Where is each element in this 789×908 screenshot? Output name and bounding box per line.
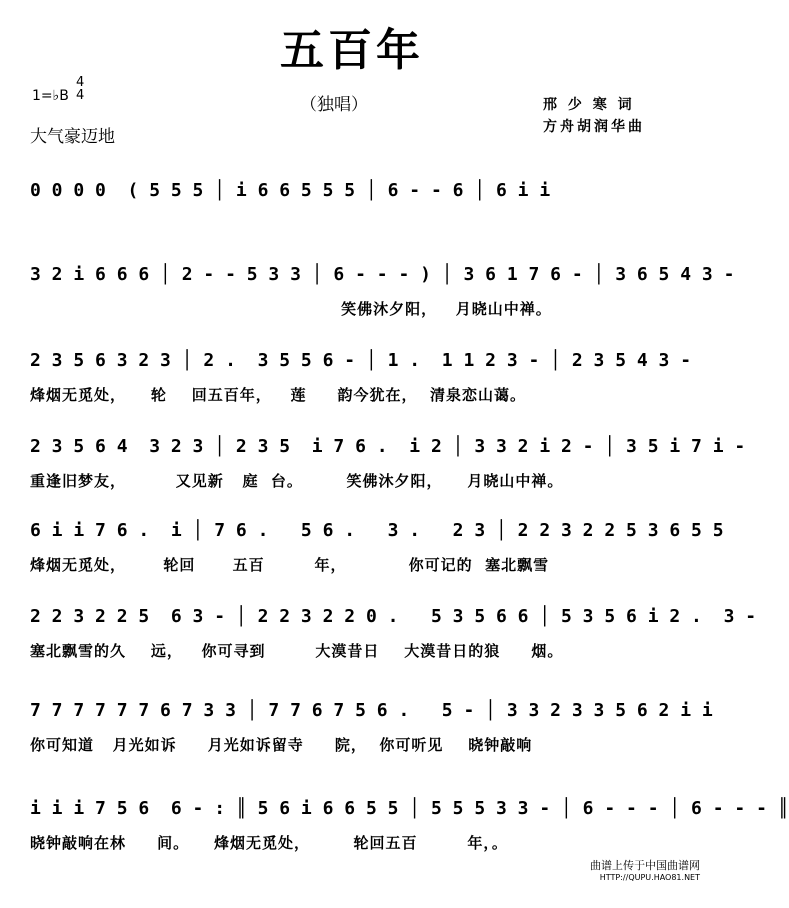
notes-line: 2 3 5 6 3 2 3 │ 2 . 3 5 5 6 - │ 1 . 1 1 2 3 - │ 2 3 5 4 3 - bbox=[30, 350, 692, 371]
notes-line: 2 3 5 6 4 3 2 3 │ 2 3 5 i 7 6 . i 2 │ 3 3 2 i 2 - │ 3 5 i 7 i - bbox=[30, 436, 746, 457]
lyric-line: 重逢旧梦友， 又见新 庭 台。 笑佛沐夕阳， 月晓山中禅。 bbox=[30, 472, 564, 490]
composer-credit: 方舟胡润华曲 bbox=[543, 119, 645, 135]
time-signature-bottom: 4 bbox=[76, 88, 85, 103]
subtitle: （独唱） bbox=[300, 95, 368, 115]
lyric-line: 笑佛沐夕阳， 月晓山中禅。 bbox=[30, 300, 552, 318]
time-signature-top: 4 bbox=[76, 75, 85, 90]
key-signature: 1=♭B bbox=[32, 88, 69, 104]
lyric-line: 晓钟敲响在林 间。 烽烟无觅处， 轮回五百 年，。 bbox=[30, 834, 508, 852]
watermark-text: 曲谱上传于中国曲谱网 bbox=[590, 859, 700, 872]
time-signature bbox=[76, 76, 84, 102]
song-title: 五百年 bbox=[280, 25, 424, 76]
lyric-line: 你可知道 月光如诉 月光如诉留寺 院， 你可听见 晓钟敲响 bbox=[30, 736, 533, 754]
notes-line: i i i 7 5 6 6 - : ║ 5 6 i 6 6 5 5 │ 5 5 5 3 3 - │ 6 - - - │ 6 - - - ║ bbox=[30, 798, 789, 819]
lyric-line: 塞北飘雪的久 远， 你可寻到 大漠昔日 大漠昔日的狼 烟。 bbox=[30, 642, 564, 660]
lyric-line: 烽烟无觅处， 轮回 五百 年， 你可记的 塞北飘雪 bbox=[30, 556, 550, 574]
watermark bbox=[590, 857, 700, 882]
notes-line: 2 2 3 2 2 5 6 3 - │ 2 2 3 2 2 0 . 5 3 5 6 6 │ 5 3 5 6 i 2 . 3 - bbox=[30, 606, 757, 627]
tempo-marking: 大气豪迈地 bbox=[30, 127, 115, 147]
score-line bbox=[0, 700, 713, 810]
watermark-url: HTTP://QUPU.HAO81.NET bbox=[599, 873, 700, 882]
lyric-line: 烽烟无觅处， 轮 回五百年， 莲 韵今犹在， 清泉恋山蔼。 bbox=[30, 386, 527, 404]
notes-line: 3 2 i 6 6 6 │ 2 - - 5 3 3 │ 6 - - - ) │ 3 6 1 7 6 - │ 3 6 5 4 3 - bbox=[30, 264, 735, 285]
notes-line: 6 i i 7 6 . i │ 7 6 . 5 6 . 3 . 2 3 │ 2 2 3 2 2 5 3 6 5 5 bbox=[30, 520, 724, 541]
notes-line: 0 0 0 0 ( 5 5 5 │ i 6 6 5 5 5 │ 6 - - 6 │ 6 i i bbox=[30, 180, 551, 201]
score-line bbox=[0, 798, 789, 908]
notes-line: 7 7 7 7 7 7 6 7 3 3 │ 7 7 6 7 5 6 . 5 - │ 3 3 2 3 3 5 6 2 i i bbox=[30, 700, 713, 721]
lyricist-credit: 邢 少 寒 词 bbox=[543, 97, 635, 113]
